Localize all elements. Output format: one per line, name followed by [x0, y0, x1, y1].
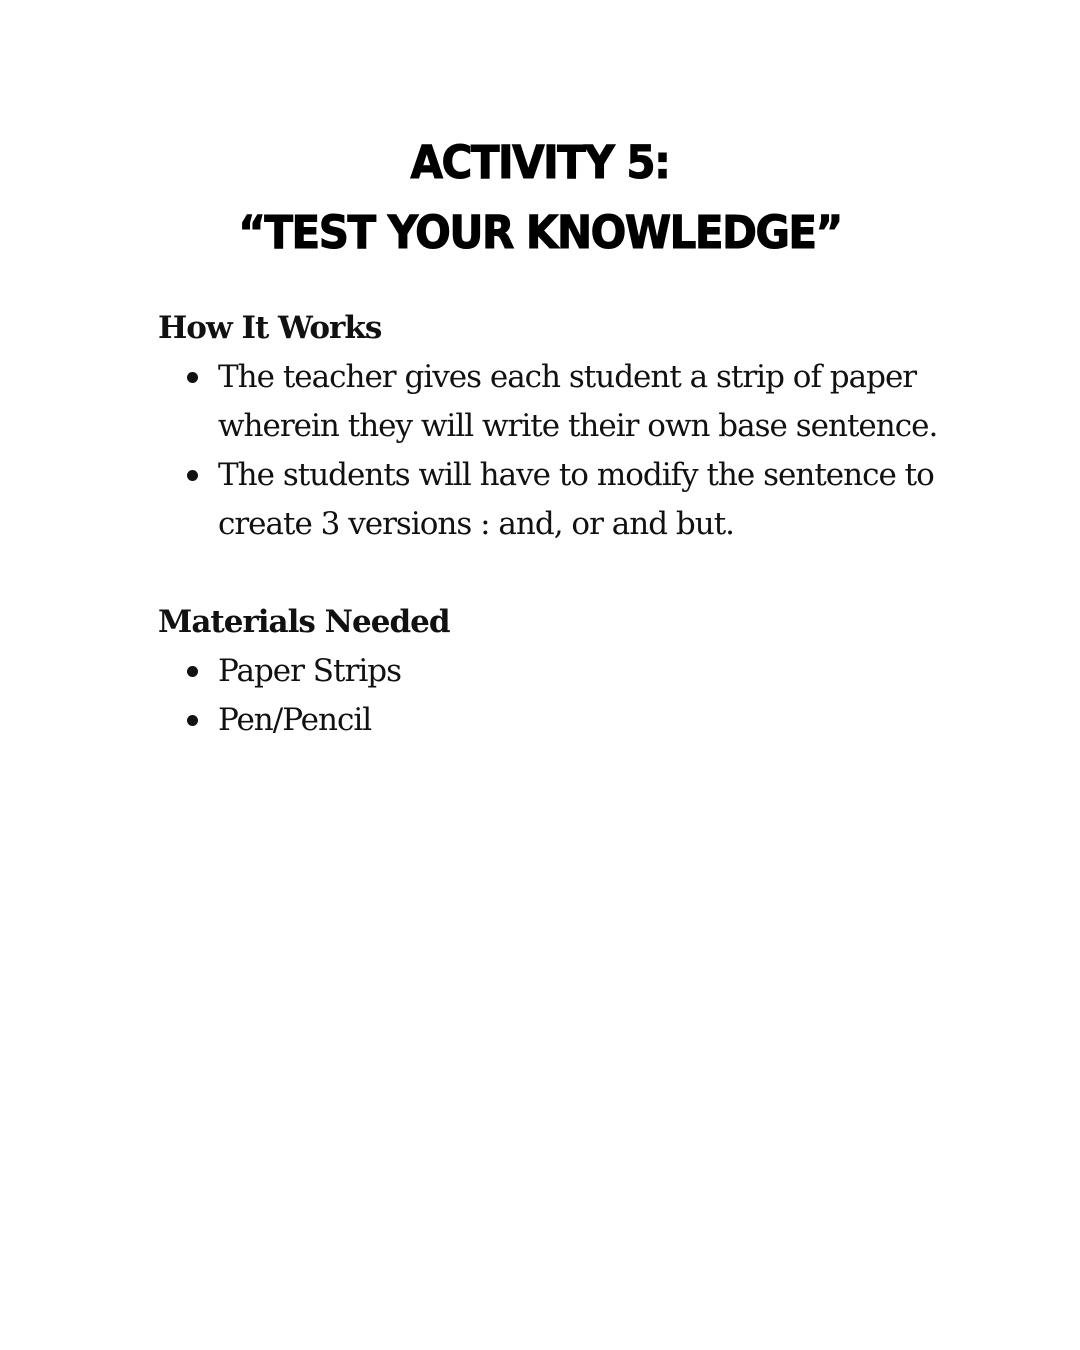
content-body	[158, 303, 958, 745]
page-title	[0, 128, 1080, 268]
section-heading: How It Works	[158, 310, 382, 346]
bullet-icon	[187, 715, 198, 726]
bullet-icon	[187, 666, 198, 677]
bullet-icon	[187, 372, 198, 383]
section-how-it-works	[158, 303, 958, 549]
section-materials-needed	[158, 597, 958, 745]
title-line-1: ACTIVITY 5:	[410, 136, 670, 189]
list-item-text: The teacher gives each student a strip of paper wherein they will write their own base sentence.	[218, 359, 938, 444]
section-heading: Materials Needed	[158, 604, 450, 640]
bullet-list	[158, 647, 958, 745]
list-item-text: Pen/Pencil	[218, 702, 372, 738]
list-item	[158, 696, 958, 745]
title-line-2: “TEST YOUR KNOWLEDGE”	[238, 206, 842, 259]
list-item-text: Paper Strips	[218, 653, 401, 689]
list-item	[158, 451, 958, 549]
section-spacer	[158, 549, 958, 597]
bullet-icon	[187, 470, 198, 481]
list-item	[158, 647, 958, 696]
list-item	[158, 353, 958, 451]
list-item-text: The students will have to modify the sentence to create 3 versions : and, or and but.	[218, 457, 934, 542]
bullet-list	[158, 353, 958, 549]
